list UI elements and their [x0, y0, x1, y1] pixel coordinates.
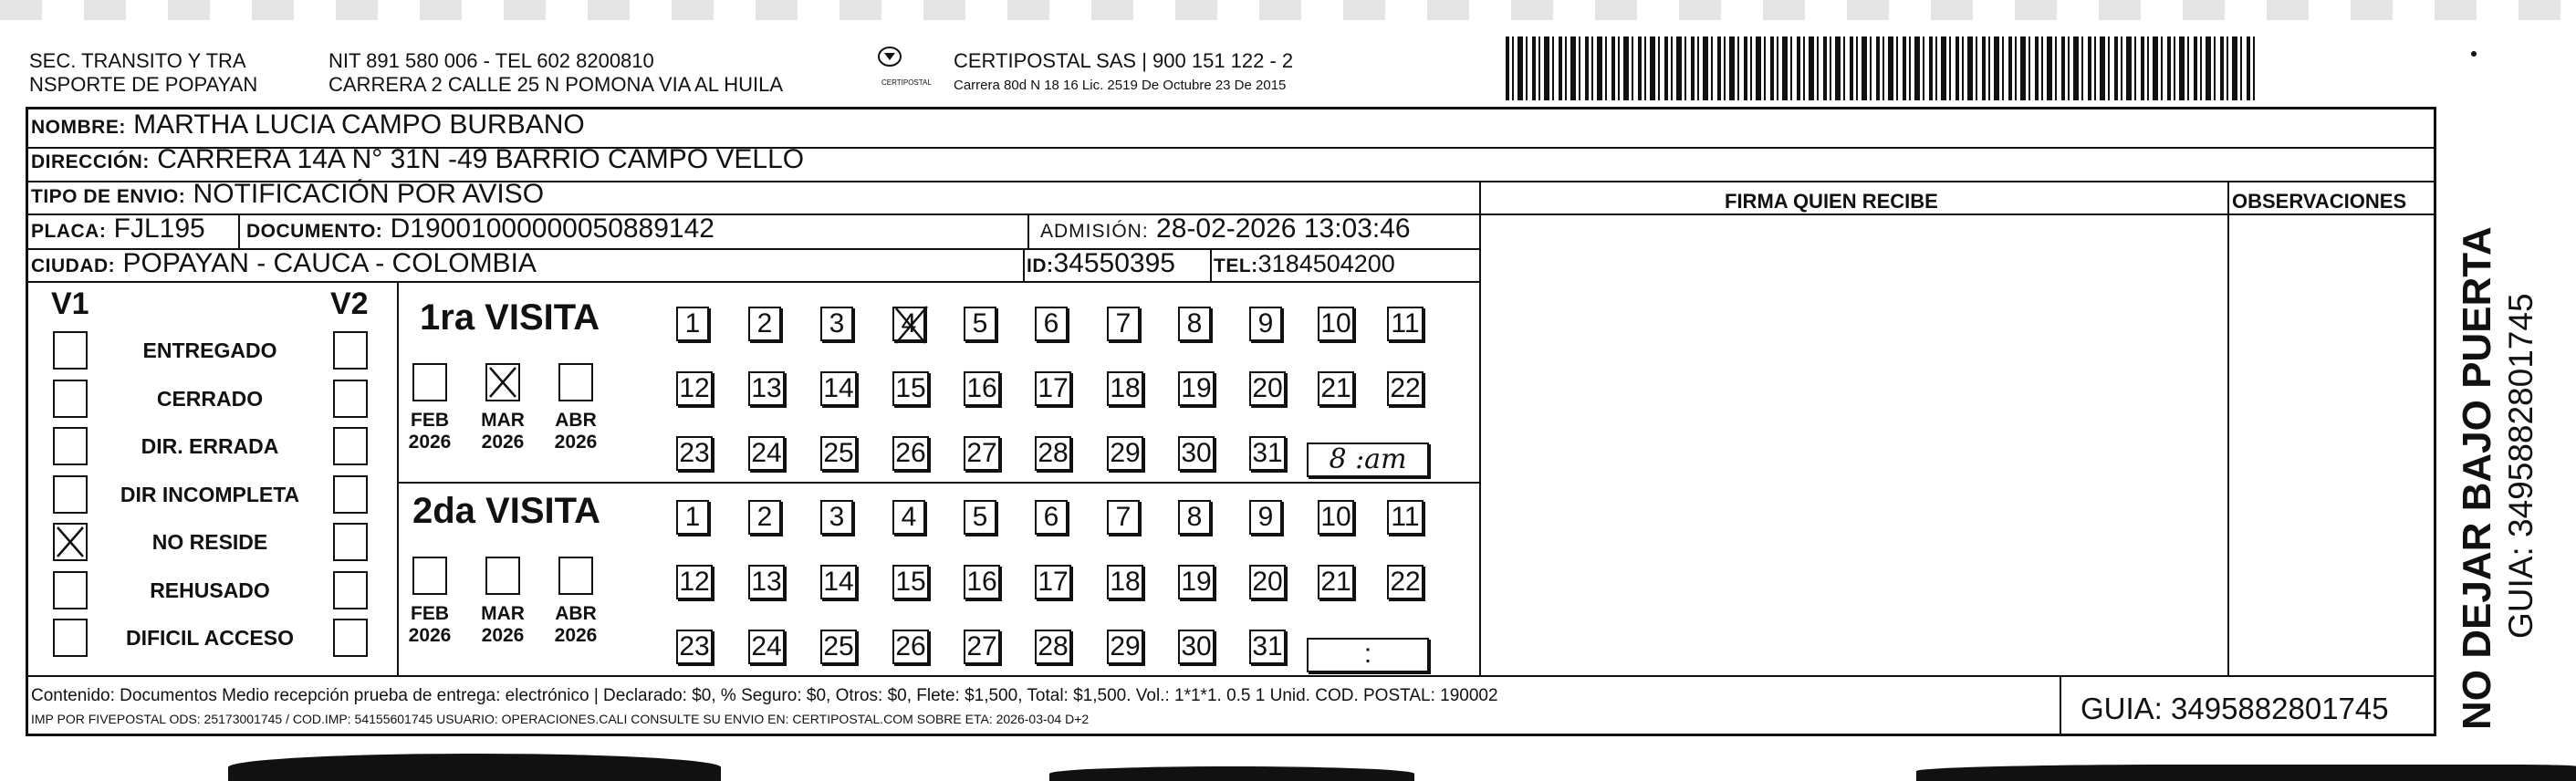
day-box[interactable] [1387, 565, 1424, 599]
day-box[interactable] [676, 565, 713, 599]
day-number: 9 [1257, 308, 1274, 338]
nombre-label: NOMBRE: [31, 117, 126, 138]
month-checkbox[interactable] [558, 557, 593, 595]
ciudad-value: POPAYAN - CAUCA - COLOMBIA [122, 248, 537, 278]
day-number: 4 [901, 502, 917, 532]
day-number: 2 [756, 502, 773, 532]
day-number: 15 [895, 567, 926, 597]
day-number: 14 [823, 373, 854, 403]
day-box[interactable] [1178, 500, 1211, 535]
day-number: 24 [751, 631, 782, 661]
v1-label: V1 [51, 286, 89, 321]
status-reason-label: DIR INCOMPLETA [120, 482, 300, 506]
tipo-field [31, 179, 544, 210]
day-box[interactable] [892, 500, 925, 535]
direccion-field [31, 144, 804, 175]
direccion-label: DIRECCIÓN: [31, 151, 150, 172]
v1-checkbox[interactable] [53, 523, 88, 561]
documento-value: D19001000000050889142 [390, 213, 714, 244]
day-number: 23 [679, 631, 710, 661]
status-reason-label: CERRADO [156, 386, 264, 411]
day-number: 17 [1038, 567, 1069, 597]
day-box[interactable] [892, 565, 929, 599]
month-label [548, 410, 603, 453]
visit-2-title: 2da VISITA [412, 491, 600, 531]
barcode [1506, 36, 2258, 100]
day-box[interactable] [1178, 630, 1215, 664]
month-checkbox[interactable] [558, 363, 593, 401]
day-box[interactable] [964, 436, 1000, 471]
firma-header: FIRMA QUIEN RECIBE [1725, 190, 1938, 213]
status-reason-label: REHUSADO [150, 578, 270, 602]
day-box[interactable] [820, 307, 853, 341]
month-name: MAR [481, 603, 525, 624]
day-box[interactable] [964, 500, 996, 535]
month-year: 2026 [481, 625, 525, 646]
scan-bottom-artifact [228, 754, 721, 781]
day-box[interactable] [1178, 307, 1211, 341]
day-box[interactable] [1249, 500, 1282, 535]
day-box[interactable] [1249, 307, 1282, 341]
day-box[interactable] [1318, 307, 1354, 341]
day-number: 13 [751, 373, 782, 403]
tipo-value: NOTIFICACIÓN POR AVISO [193, 179, 545, 209]
day-box[interactable] [820, 436, 857, 471]
day-number: 27 [966, 438, 997, 468]
status-reason-label: ENTREGADO [142, 338, 277, 362]
month-label [402, 410, 457, 453]
visit-1-time: 8 :am [1329, 443, 1407, 475]
visit-2-time: : [1363, 639, 1372, 669]
v1-checkbox[interactable] [53, 475, 88, 514]
day-box[interactable] [1035, 565, 1071, 599]
v2-checkbox[interactable] [333, 380, 368, 418]
placa-label: PLACA: [31, 221, 107, 242]
v1-checkbox[interactable] [53, 571, 88, 609]
month-name: FEB [411, 410, 449, 431]
tel-field [1214, 250, 1395, 278]
day-box[interactable] [1318, 500, 1354, 535]
day-box[interactable] [1387, 307, 1424, 341]
company-line-1: CERTIPOSTAL SAS | 900 151 122 - 2 [954, 49, 1294, 72]
day-box[interactable] [1387, 371, 1424, 406]
day-box[interactable] [964, 630, 1000, 664]
day-box[interactable] [1107, 630, 1143, 664]
month-name: ABR [555, 410, 597, 431]
nombre-value: MARTHA LUCIA CAMPO BURBANO [133, 109, 585, 140]
footer-content: Contenido: Documentos Medio recepción prueba de entrega: electrónico | Declarado: $0, % Seguro: $0, Otros: $0, Flete: $1,500, Total: $1,500. Vol.: 1*1*1. 0.5 1 Unid. COD. POSTAL: 190002 [31, 686, 1498, 705]
day-number: 12 [679, 567, 710, 597]
nit-line: NIT 891 580 006 - TEL 602 8200810 [329, 49, 654, 72]
month-checkbox[interactable] [412, 557, 447, 595]
month-label [402, 603, 457, 647]
sender-line-1: SEC. TRANSITO Y TRA [29, 49, 246, 72]
day-number: 7 [1115, 502, 1132, 532]
day-number: 25 [823, 631, 854, 661]
day-number: 17 [1038, 373, 1069, 403]
day-box[interactable] [892, 307, 925, 341]
direccion-value: CARRERA 14A N° 31N -49 BARRIO CAMPO VELLO [157, 144, 805, 174]
scan-bottom-artifact [1049, 766, 1414, 781]
day-box[interactable] [1035, 436, 1071, 471]
admision-field [1040, 213, 1411, 245]
day-box[interactable] [676, 371, 713, 406]
day-number: 18 [1110, 567, 1141, 597]
day-number: 3 [829, 502, 845, 532]
scan-dot [2471, 51, 2477, 57]
day-box[interactable] [748, 436, 785, 471]
day-number: 28 [1038, 438, 1069, 468]
day-number: 21 [1320, 567, 1351, 597]
day-number: 7 [1115, 308, 1132, 338]
guia-box: GUIA: 3495882801745 [2081, 692, 2389, 725]
day-number: 8 [1186, 502, 1203, 532]
day-number: 30 [1181, 631, 1212, 661]
day-box[interactable] [676, 436, 713, 471]
day-number: 22 [1390, 373, 1421, 403]
day-number: 8 [1186, 308, 1203, 338]
month-year: 2026 [408, 432, 452, 453]
address-line: CARRERA 2 CALLE 25 N POMONA VIA AL HUILA [329, 73, 784, 96]
tel-value: 3184504200 [1257, 250, 1395, 277]
day-box[interactable] [1178, 371, 1215, 406]
day-box[interactable] [748, 307, 781, 341]
visit-1-title: 1ra VISITA [420, 297, 600, 338]
day-box[interactable] [748, 565, 785, 599]
visit-1-time-box[interactable] [1307, 443, 1429, 477]
day-box[interactable] [1318, 371, 1354, 406]
day-box[interactable] [964, 565, 1000, 599]
day-box[interactable] [964, 371, 1000, 406]
day-box[interactable] [1178, 565, 1215, 599]
day-number: 26 [895, 438, 926, 468]
day-box[interactable] [1107, 500, 1140, 535]
day-box[interactable] [676, 630, 713, 664]
month-checkbox[interactable] [412, 363, 447, 401]
tel-label: TEL: [1214, 255, 1258, 276]
day-number: 18 [1110, 373, 1141, 403]
day-box[interactable] [892, 436, 929, 471]
day-number: 6 [1043, 308, 1059, 338]
day-number: 31 [1252, 438, 1283, 468]
footer-print-info: IMP POR FIVEPOSTAL ODS: 25173001745 / COD.IMP: 54155601745 USUARIO: OPERACIONES.CALI CONSULTE SU ENVIO EN: CERTIPOSTAL.COM SOBRE ETA: 2026-03-04 D+2 [31, 712, 1090, 726]
month-label [548, 603, 603, 647]
day-number: 22 [1390, 567, 1421, 597]
day-box[interactable] [676, 500, 709, 535]
nombre-field [31, 109, 585, 141]
day-box[interactable] [1178, 436, 1215, 471]
day-box[interactable] [1249, 565, 1286, 599]
id-field [1027, 248, 1175, 279]
day-number: 26 [895, 631, 926, 661]
day-box[interactable] [1107, 371, 1143, 406]
status-reason-label: DIFICIL ACCESO [125, 626, 294, 650]
day-number: 3 [829, 308, 845, 338]
v2-checkbox[interactable] [333, 331, 368, 370]
day-number: 29 [1110, 631, 1141, 661]
day-number: 13 [751, 567, 782, 597]
v2-checkbox[interactable] [333, 619, 368, 657]
id-label: ID: [1027, 255, 1054, 276]
day-number: 23 [679, 438, 710, 468]
day-box[interactable] [820, 630, 857, 664]
day-number: 6 [1043, 502, 1059, 532]
day-box[interactable] [748, 630, 785, 664]
day-number: 25 [823, 438, 854, 468]
v1-checkbox[interactable] [53, 619, 88, 657]
scan-bottom-artifact [1916, 765, 2576, 781]
day-box[interactable] [748, 371, 785, 406]
day-number: 24 [751, 438, 782, 468]
ciudad-field [31, 248, 537, 279]
x-mark-icon [55, 525, 86, 559]
day-number: 10 [1320, 308, 1351, 338]
day-number: 15 [895, 373, 926, 403]
day-box[interactable] [1035, 500, 1068, 535]
tipo-label: TIPO DE ENVIO: [31, 186, 186, 207]
day-number: 14 [823, 567, 854, 597]
day-box[interactable] [1387, 500, 1424, 535]
month-name: ABR [555, 603, 597, 624]
status-reason-label: DIR. ERRADA [141, 434, 279, 458]
day-number: 31 [1252, 631, 1283, 661]
side-warning: NO DEJAR BAJO PUERTA [2455, 226, 2499, 730]
day-number: 10 [1320, 502, 1351, 532]
month-checkbox[interactable] [485, 363, 520, 401]
day-box[interactable] [820, 565, 857, 599]
day-number: 4 [901, 308, 917, 338]
day-number: 2 [756, 308, 773, 338]
sender-line-2: NSPORTE DE POPAYAN [29, 73, 258, 96]
day-number: 16 [966, 373, 997, 403]
day-box[interactable] [964, 307, 996, 341]
x-mark-icon [487, 365, 518, 400]
day-number: 1 [684, 502, 701, 532]
month-name: MAR [481, 410, 525, 431]
day-box[interactable] [1107, 565, 1143, 599]
month-label [475, 410, 530, 453]
v2-checkbox[interactable] [333, 523, 368, 561]
month-year: 2026 [408, 625, 452, 646]
placa-value: FJL195 [113, 213, 205, 244]
day-number: 5 [972, 502, 988, 532]
day-number: 28 [1038, 631, 1069, 661]
month-year: 2026 [554, 432, 598, 453]
day-box[interactable] [1035, 371, 1071, 406]
day-box[interactable] [1249, 630, 1286, 664]
logo-caption: CERTIPOSTAL [881, 78, 932, 87]
day-number: 12 [679, 373, 710, 403]
month-label [475, 603, 530, 647]
day-number: 19 [1181, 567, 1212, 597]
day-number: 20 [1252, 373, 1283, 403]
company-line-2: Carrera 80d N 18 16 Lic. 2519 De Octubre 23 De 2015 [954, 78, 1287, 93]
day-number: 27 [966, 631, 997, 661]
x-mark-icon [891, 305, 931, 354]
day-number: 19 [1181, 373, 1212, 403]
observaciones-header: OBSERVACIONES [2232, 190, 2407, 213]
visit-2-time-box[interactable] [1307, 638, 1429, 672]
v1-checkbox[interactable] [53, 331, 88, 370]
placa-field [31, 213, 205, 245]
day-box[interactable] [1249, 371, 1286, 406]
day-box[interactable] [1249, 436, 1286, 471]
day-box[interactable] [892, 630, 929, 664]
day-box[interactable] [1318, 565, 1354, 599]
admision-label: ADMISIÓN: [1040, 221, 1149, 242]
v2-checkbox[interactable] [333, 427, 368, 465]
admision-value: 28-02-2026 13:03:46 [1156, 213, 1411, 244]
day-number: 21 [1320, 373, 1351, 403]
day-box[interactable] [1107, 436, 1143, 471]
month-year: 2026 [554, 625, 598, 646]
day-number: 20 [1252, 567, 1283, 597]
v2-label: V2 [330, 286, 369, 321]
documento-label: DOCUMENTO: [246, 221, 383, 242]
day-number: 1 [684, 308, 701, 338]
status-reason-label: NO RESIDE [151, 530, 268, 554]
v2-checkbox[interactable] [333, 571, 368, 609]
id-value: 34550395 [1053, 248, 1175, 278]
day-box[interactable] [820, 371, 857, 406]
day-number: 29 [1110, 438, 1141, 468]
day-box[interactable] [1035, 630, 1071, 664]
side-guia: GUIA: 3495882801745 [2502, 293, 2539, 639]
day-box[interactable] [1107, 307, 1140, 341]
day-number: 11 [1391, 502, 1420, 532]
month-year: 2026 [481, 432, 525, 453]
day-box[interactable] [892, 371, 929, 406]
day-number: 11 [1391, 308, 1420, 338]
scan-top-artifact [0, 0, 2576, 20]
certipostal-logo-icon [869, 46, 911, 71]
documento-field [246, 213, 714, 245]
day-number: 16 [966, 567, 997, 597]
v1-checkbox[interactable] [53, 380, 88, 418]
day-number: 30 [1181, 438, 1212, 468]
day-box[interactable] [820, 500, 853, 535]
month-name: FEB [411, 603, 449, 624]
v2-checkbox[interactable] [333, 475, 368, 514]
day-box[interactable] [748, 500, 781, 535]
day-number: 9 [1257, 502, 1274, 532]
day-box[interactable] [676, 307, 709, 341]
day-number: 5 [972, 308, 988, 338]
day-box[interactable] [1035, 307, 1068, 341]
month-checkbox[interactable] [485, 557, 520, 595]
v1-checkbox[interactable] [53, 427, 88, 465]
ciudad-label: CIUDAD: [31, 255, 116, 276]
